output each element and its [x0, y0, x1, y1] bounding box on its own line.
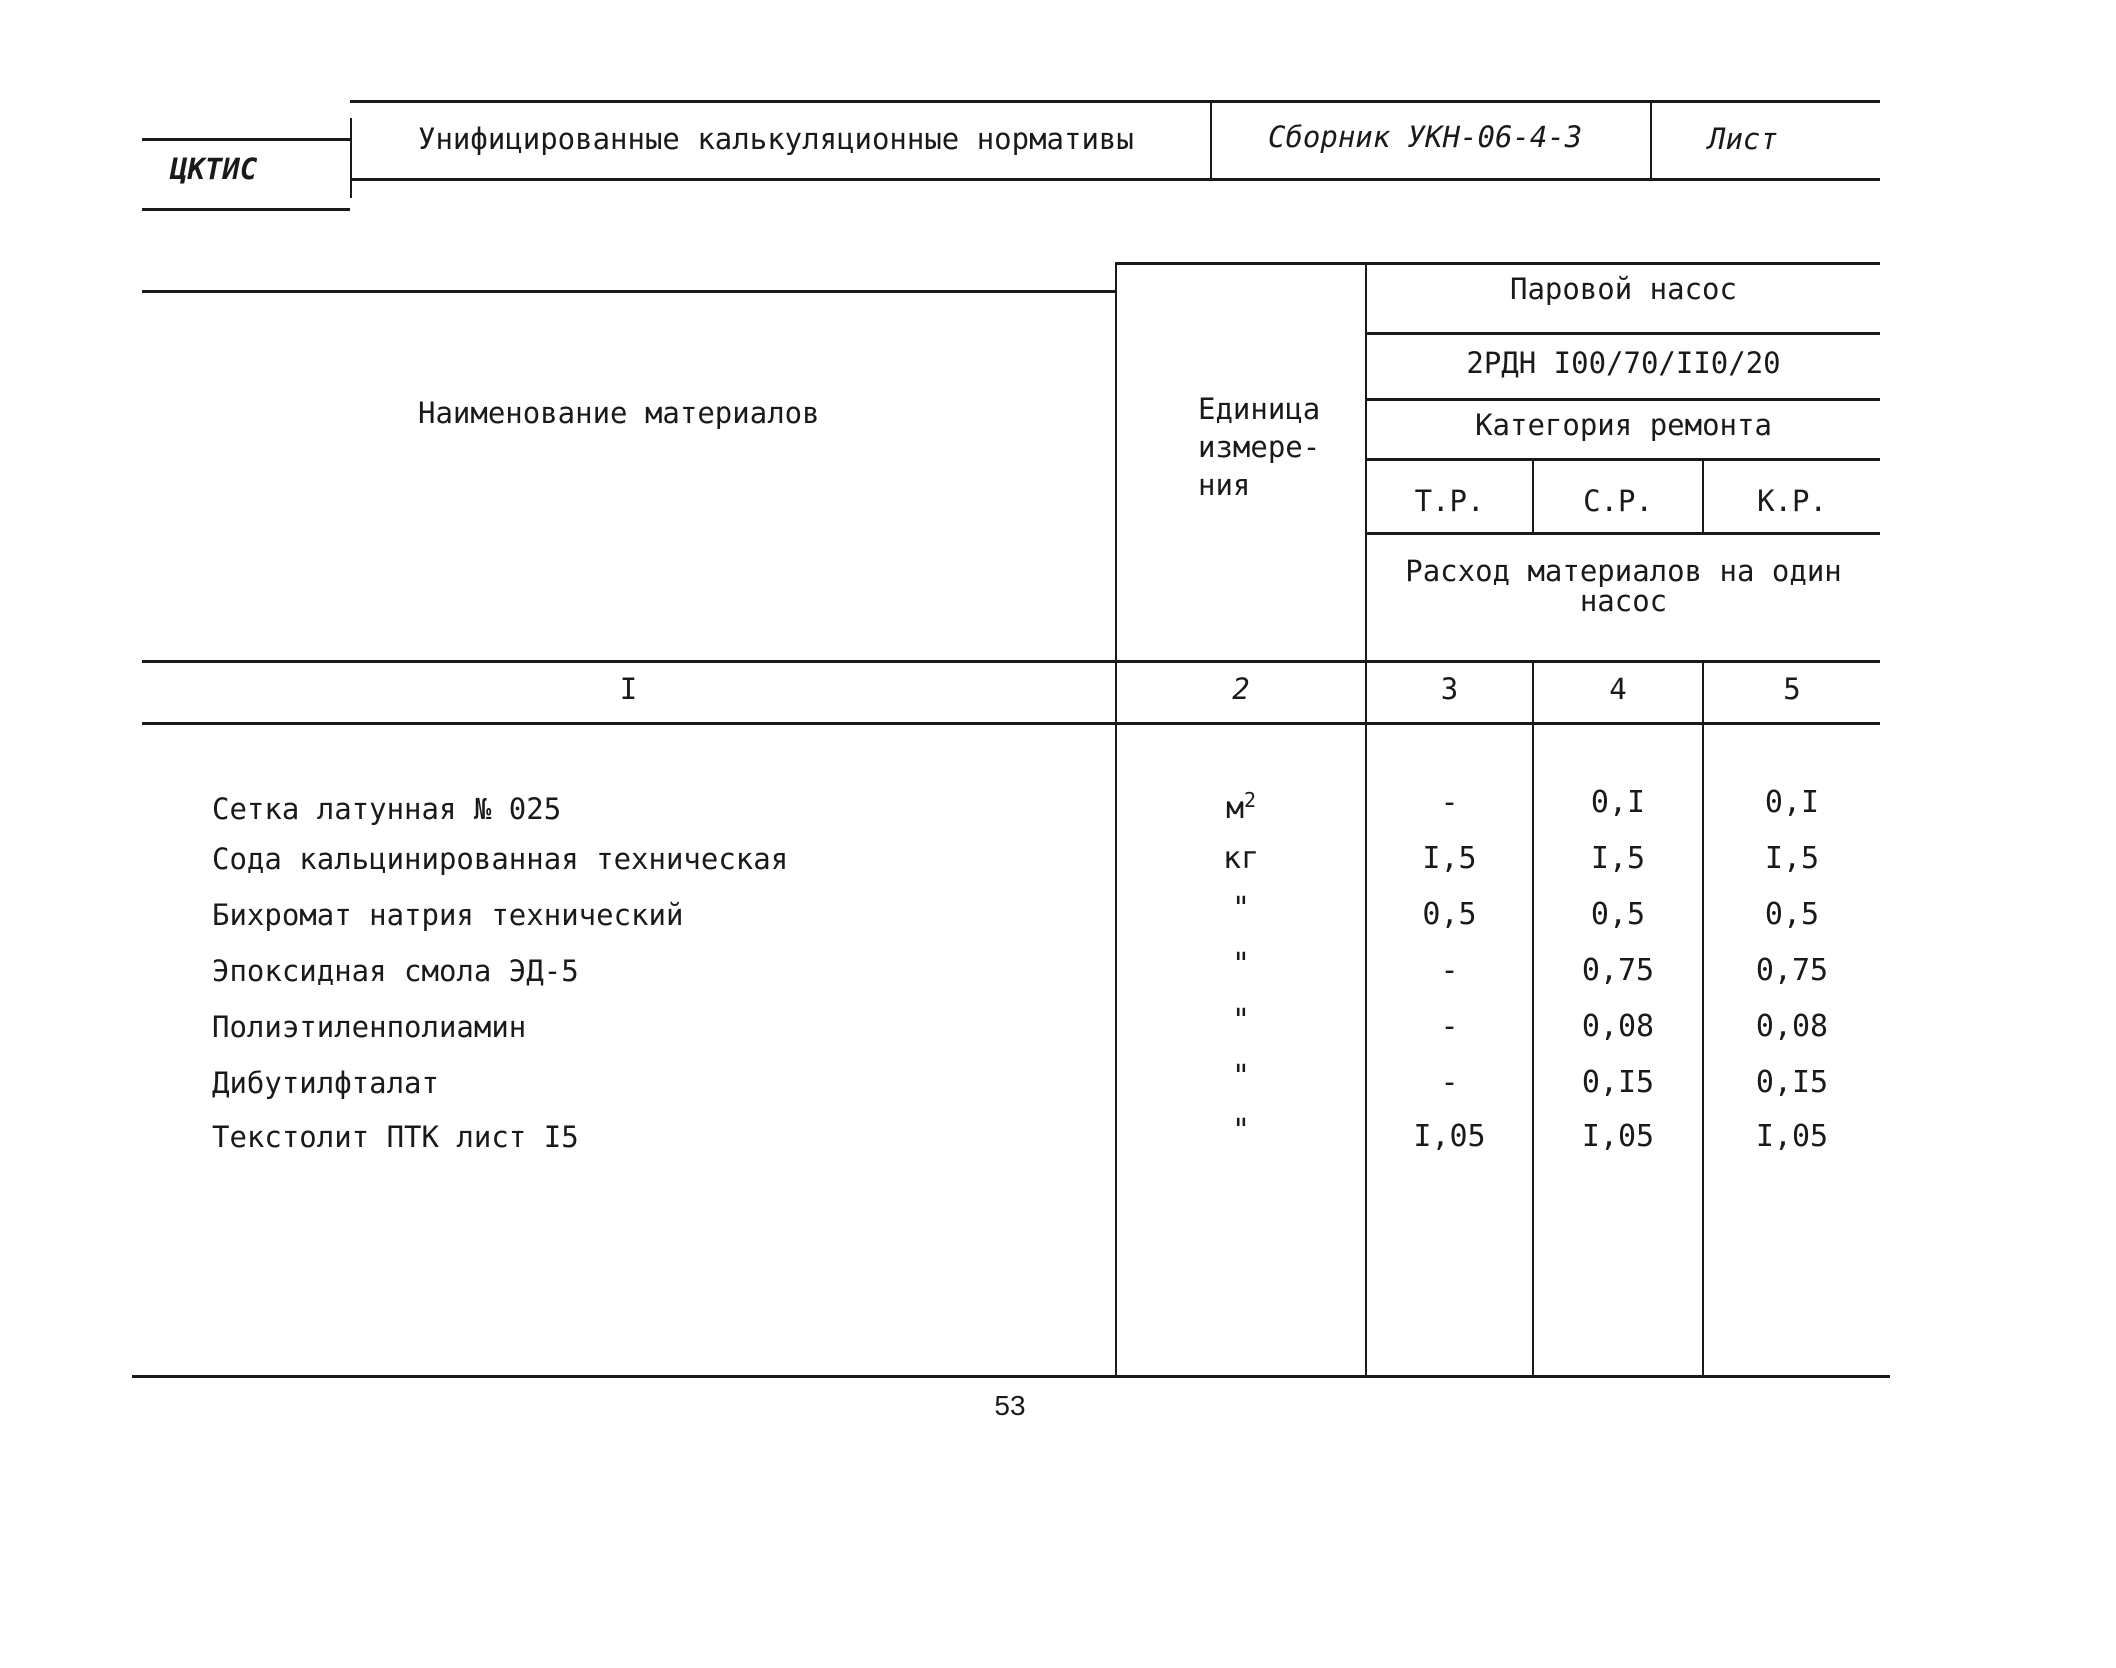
- table-top-rule-right: [1117, 262, 1880, 265]
- table-row-sr: 0,08: [1581, 1009, 1655, 1044]
- header-top-rule: [142, 138, 350, 141]
- column-number-3: 3: [1440, 672, 1459, 706]
- table-bottom-rule: [132, 1375, 1890, 1378]
- pump-group-header: Паровой насос: [1510, 272, 1737, 306]
- sheet-label: Лист: [1708, 122, 1778, 156]
- table-row-sr: 0,75: [1581, 953, 1655, 988]
- table-row-unit: ": [1231, 1113, 1251, 1148]
- unit-header-line3: ния: [1198, 468, 1251, 502]
- header-divider-3: [1650, 100, 1652, 178]
- table-row-tr: -: [1440, 1065, 1459, 1100]
- table-row-tr: -: [1440, 785, 1459, 820]
- column-number-4: 4: [1609, 672, 1627, 706]
- table-row-sr: I,5: [1590, 841, 1646, 876]
- unit-header-line1: Единица: [1198, 392, 1321, 426]
- table-row-sr: 0,5: [1590, 897, 1646, 932]
- table-row-unit: кг: [1222, 841, 1260, 876]
- header-rule-model: [1367, 332, 1880, 335]
- unit-superscript: 2: [1244, 788, 1257, 812]
- header-rule-catnames: [1367, 458, 1880, 461]
- consumption-header-line2: насос: [1579, 584, 1668, 618]
- table-row-unit: ": [1231, 891, 1251, 926]
- header-rule-consumption: [1367, 532, 1880, 535]
- table-row-name: Эпоксидная смола ЭД-5: [212, 954, 579, 988]
- collection-code: Сборник УКН-06-4-3: [1268, 120, 1583, 154]
- header-divider-2: [1210, 100, 1212, 178]
- table-row-kr: 0,5: [1764, 897, 1820, 932]
- repair-category-header: Категория ремонта: [1475, 408, 1772, 442]
- table-row-name: Сетка латунная № 025: [212, 792, 562, 826]
- table-row-tr: -: [1440, 953, 1459, 988]
- table-row-name: Сода кальцинированная техническая: [212, 842, 789, 876]
- numbers-top-rule: [142, 660, 1880, 663]
- column-number-2: 2: [1232, 672, 1250, 706]
- org-name: ЦКТИС: [170, 152, 258, 186]
- column-number-1: I: [619, 672, 638, 706]
- header-rule-category: [1367, 398, 1880, 401]
- category-tr: Т.Р.: [1414, 484, 1485, 518]
- table-row-unit: [1117, 788, 1365, 826]
- table-row-tr: I,5: [1422, 841, 1477, 876]
- unit-header-line2: измере-: [1198, 430, 1321, 464]
- table-row-tr: -: [1440, 1009, 1459, 1044]
- table-row-sr: I,05: [1581, 1119, 1655, 1154]
- materials-name-header: Наименование материалов: [418, 396, 820, 430]
- table-row-kr: 0,I5: [1755, 1065, 1829, 1100]
- header-bottom-rule-right: [350, 178, 1880, 181]
- table-row-kr: I,5: [1764, 841, 1820, 876]
- consumption-header-line1: Расход материалов на один: [1405, 554, 1842, 588]
- document-title: Унифицированные калькуляционные нормативы: [418, 122, 1134, 156]
- table-row-name: Дибутилфталат: [212, 1066, 439, 1100]
- numbers-bottom-rule: [142, 722, 1880, 725]
- page-number: 53: [994, 1390, 1026, 1421]
- unit-text: м: [1225, 791, 1244, 826]
- table-row-unit: ": [1231, 1003, 1251, 1038]
- table-row-sr: 0,I: [1590, 785, 1646, 820]
- category-sr: С.Р.: [1583, 484, 1653, 518]
- table-row-tr: 0,5: [1422, 897, 1477, 932]
- pump-model: 2РДН I00/70/II0/20: [1466, 346, 1781, 380]
- table-row-name: Бихромат натрия технический: [212, 898, 684, 932]
- table-row-kr: I,05: [1755, 1119, 1829, 1154]
- table-row-name: Полиэтиленполиамин: [212, 1010, 527, 1044]
- header-divider-1: [350, 118, 352, 198]
- table-row-unit: ": [1231, 1059, 1251, 1094]
- category-kr: К.Р.: [1757, 484, 1827, 518]
- column-number-5: 5: [1783, 672, 1801, 706]
- table-row-tr: I,05: [1413, 1119, 1486, 1154]
- table-row-sr: 0,I5: [1581, 1065, 1655, 1100]
- table-row-kr: 0,08: [1755, 1009, 1829, 1044]
- table-top-rule-left: [142, 290, 1117, 293]
- table-row-name: Текстолит ПТК лист I5: [212, 1120, 579, 1154]
- table-row-kr: 0,75: [1755, 953, 1829, 988]
- table-row-kr: 0,I: [1764, 785, 1820, 820]
- table-row-unit: ": [1231, 947, 1251, 982]
- header-bottom-rule: [142, 208, 350, 211]
